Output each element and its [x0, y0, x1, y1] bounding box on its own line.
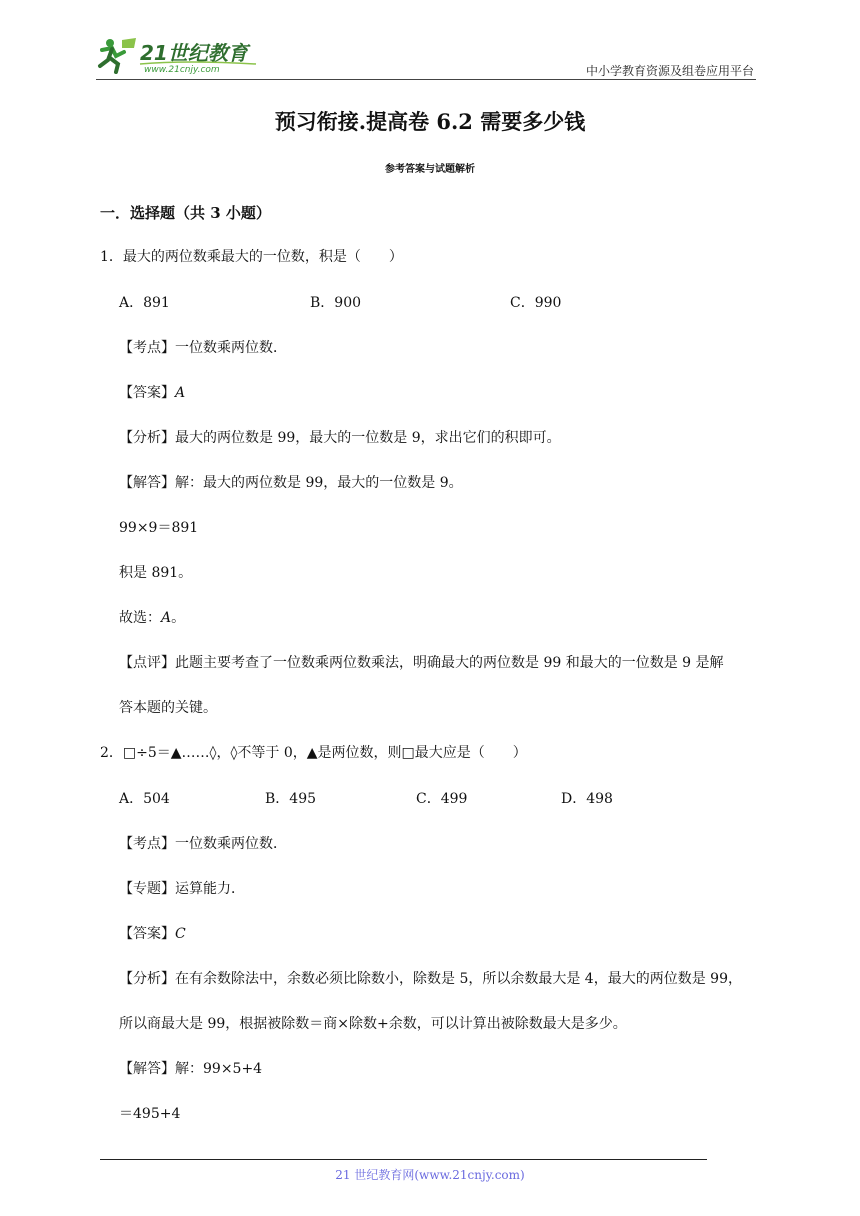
section-heading: 一．选择题（共 3 小题）	[100, 204, 271, 222]
answer-label: 【答案】	[119, 926, 175, 942]
q2-jieda: 【解答】解：99×5+4	[119, 1061, 263, 1077]
logo-text: 21世纪教育	[140, 41, 248, 65]
q2-stem: 2．□÷5＝▲……◊，◊不等于 0，▲是两位数，则□最大应是（ ）	[100, 745, 527, 761]
q1-choose	[119, 607, 185, 627]
page-subtitle: 参考答案与试题解析	[385, 164, 475, 175]
page-title: 预习衔接.提高卷 6.2 需要多少钱	[274, 109, 586, 134]
q1-option-c: C．990	[510, 295, 562, 311]
choose-value: A	[161, 610, 172, 626]
q1-option-b: B．900	[310, 295, 362, 311]
q1-fenxi: 【分析】最大的两位数是 99，最大的一位数是 9，求出它们的积即可。	[119, 430, 561, 446]
q2-fenxi-line-1: 【分析】在有余数除法中，余数必须比除数小，除数是 5，所以余数最大是 4，最大的两位数是 99，	[119, 971, 742, 987]
choose-end: 。	[171, 610, 186, 626]
footer-link[interactable]: 21 世纪教育网(www.21cnjy.com)	[335, 1168, 525, 1182]
answer-label: 【答案】	[119, 385, 175, 401]
footer-divider	[100, 1159, 707, 1160]
header-platform-text: 中小学教育资源及组卷应用平台	[585, 64, 754, 78]
answer-value: C	[175, 926, 186, 942]
logo-url: www.21cnjy.com	[144, 65, 220, 74]
q2-kaodian: 【考点】一位数乘两位数．	[119, 836, 287, 852]
21cnjy-logo	[96, 36, 266, 74]
q1-answer	[119, 382, 185, 402]
q2-option-a: A．504	[119, 791, 170, 807]
q2-answer	[119, 923, 186, 943]
q1-stem: 1．最大的两位数乘最大的一位数，积是（ ）	[100, 249, 403, 265]
page-header	[96, 30, 756, 82]
q2-option-c: C．499	[416, 791, 468, 807]
q1-dianping-line-2: 答本题的关键。	[119, 700, 217, 716]
q1-calc-2: 积是 891。	[119, 565, 193, 581]
choose-label: 故选：	[119, 610, 161, 626]
q2-fenxi-line-2: 所以商最大是 99，根据被除数＝商×除数+余数，可以计算出被除数最大是多少。	[119, 1016, 627, 1032]
q1-jieda: 【解答】解：最大的两位数是 99，最大的一位数是 9。	[119, 475, 463, 491]
q1-calc-1: 99×9＝891	[119, 520, 199, 536]
q2-zhuanti: 【专题】运算能力．	[119, 881, 245, 897]
q2-option-b: B．495	[265, 791, 317, 807]
q1-option-a: A．891	[119, 295, 170, 311]
q2-option-d: D．498	[561, 791, 613, 807]
answer-value: A	[175, 385, 186, 401]
q2-calc-1: ＝495+4	[119, 1106, 181, 1122]
q1-kaodian: 【考点】一位数乘两位数．	[119, 340, 287, 356]
header-divider	[96, 79, 756, 80]
q1-dianping-line-1: 【点评】此题主要考查了一位数乘两位数乘法，明确最大的两位数是 99 和最大的一位数是 9 是解	[119, 655, 724, 671]
